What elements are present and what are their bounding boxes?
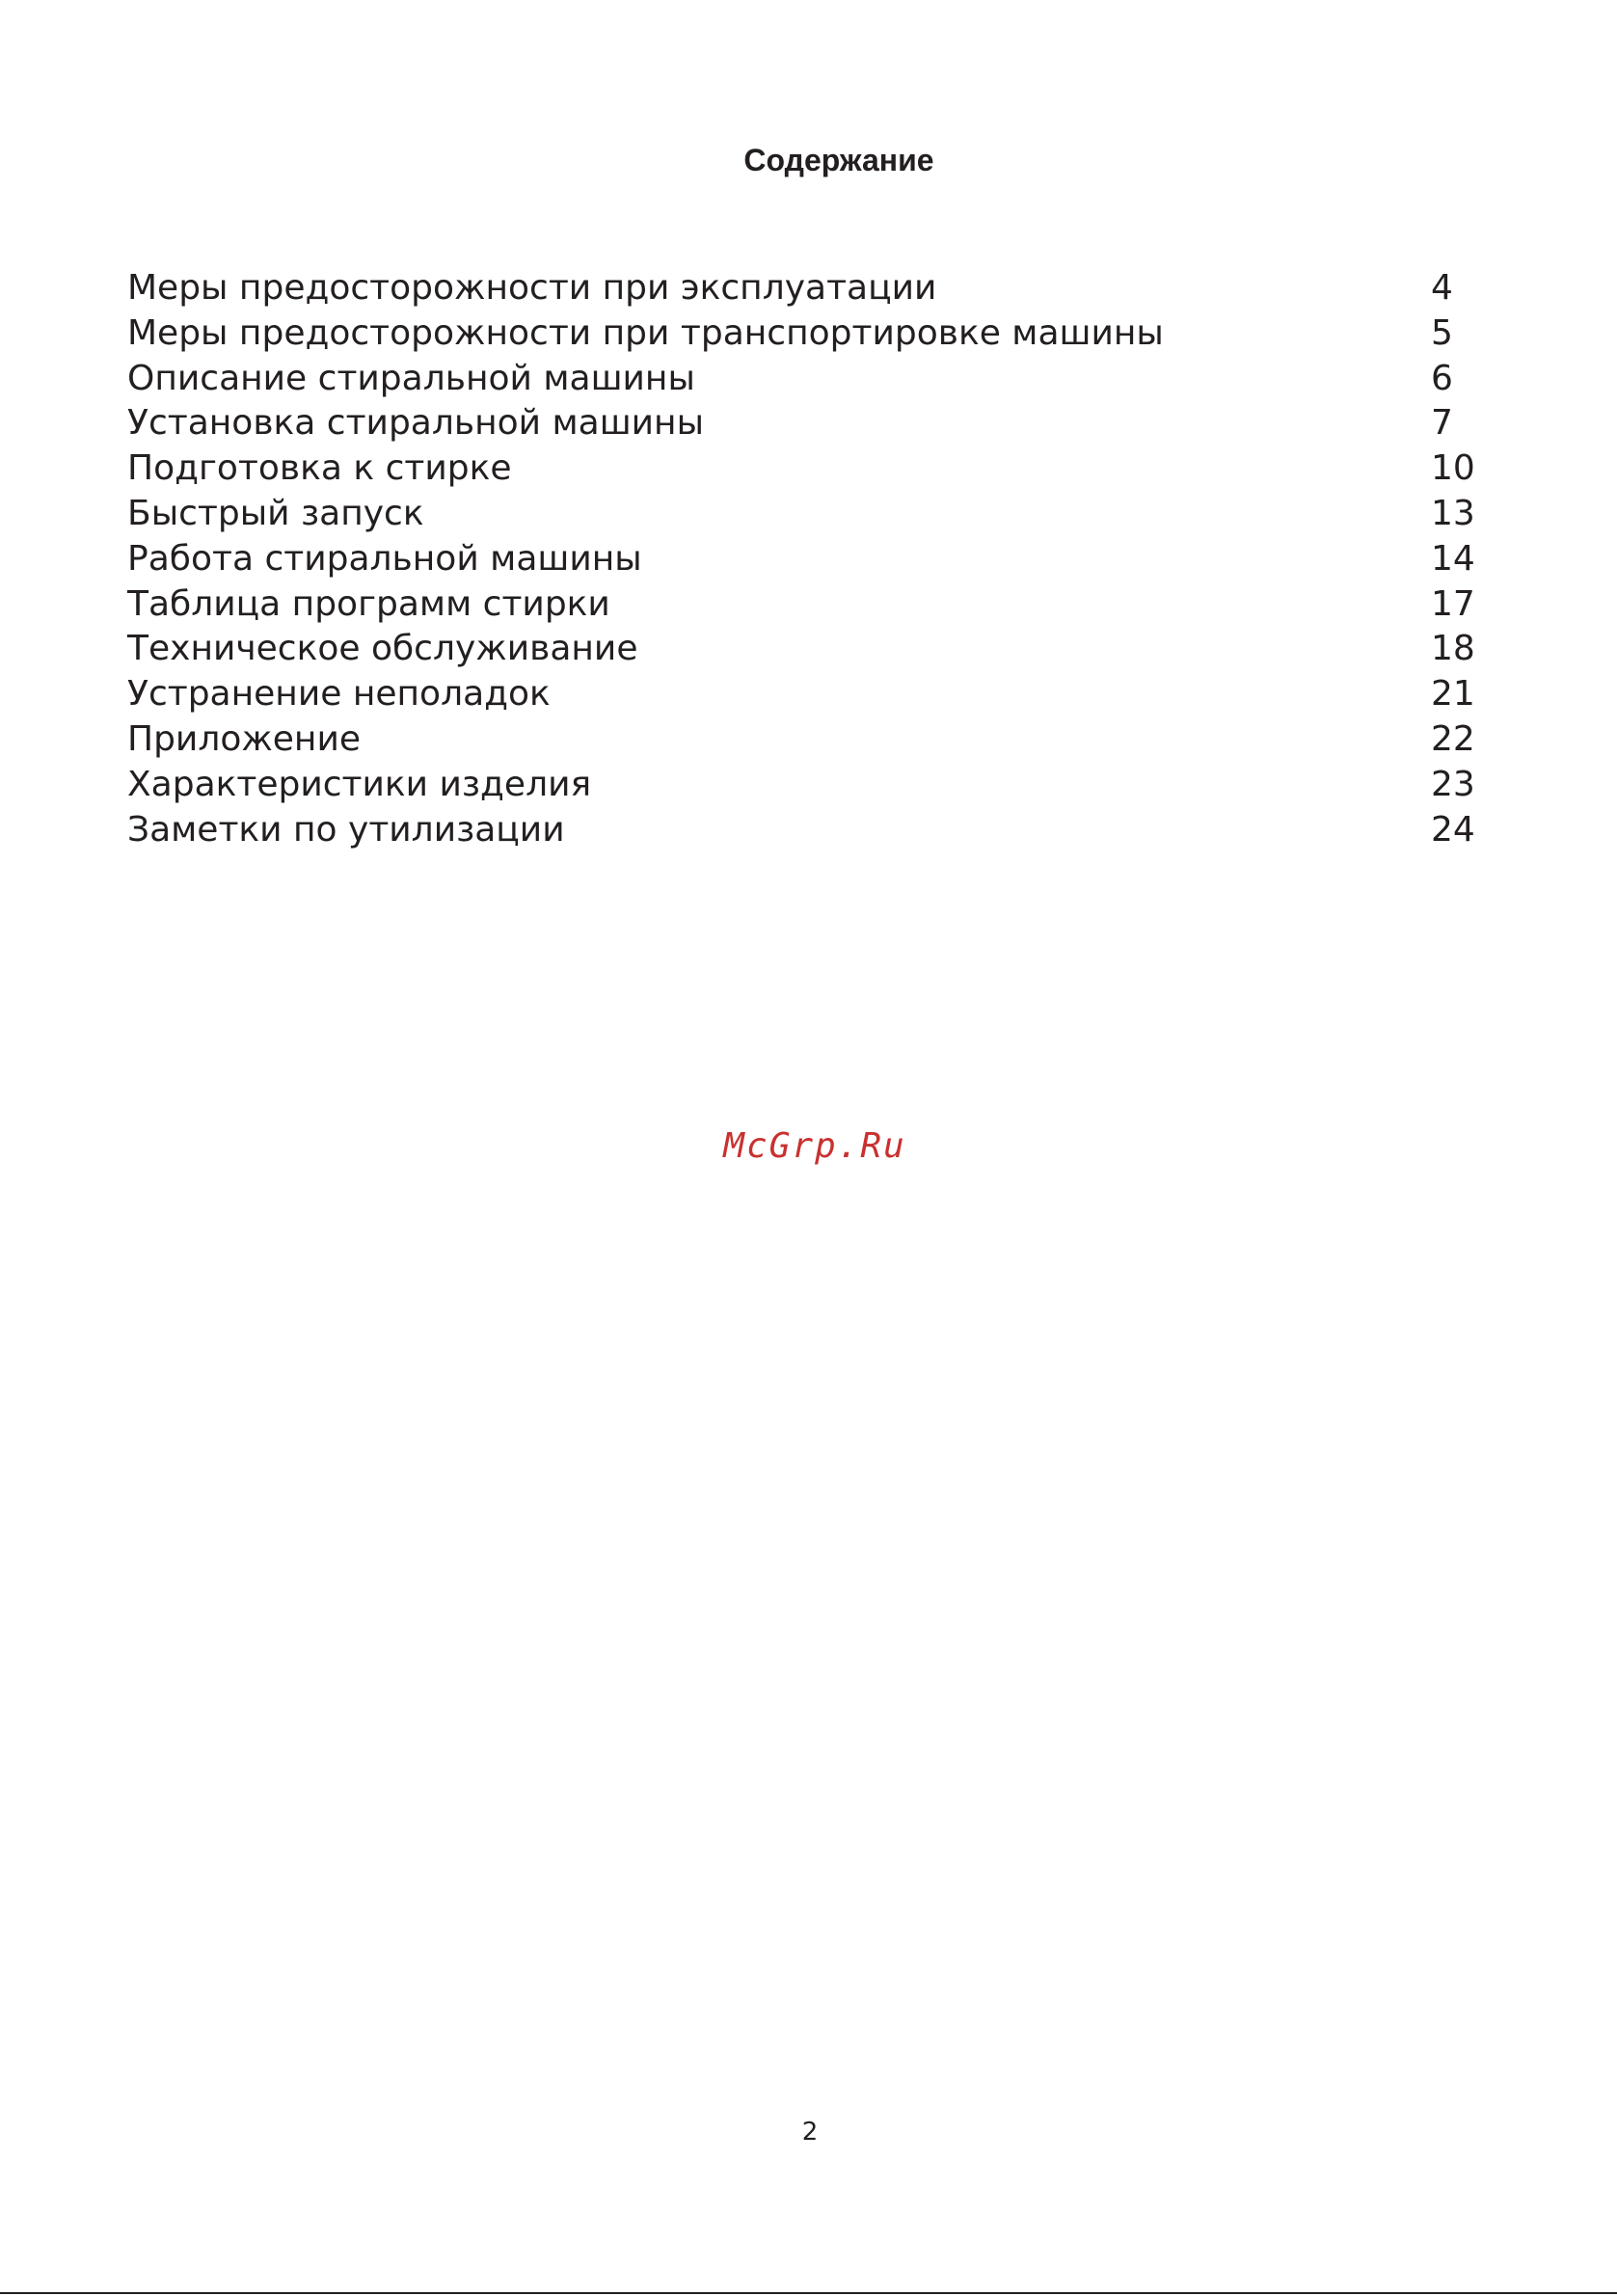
page-number: 2 <box>801 2118 819 2147</box>
toc-entry-page: 24 <box>1431 809 1475 850</box>
toc-entry-title: Характеристики изделия <box>127 764 592 804</box>
toc-entry <box>127 627 1477 672</box>
toc-entry <box>127 492 1477 537</box>
toc-entry <box>127 672 1477 717</box>
toc-entry <box>127 401 1477 446</box>
toc-entry <box>127 763 1477 808</box>
toc-entry-page: 18 <box>1431 629 1475 669</box>
toc-entry <box>127 717 1477 763</box>
page-title: Содержание <box>743 143 934 177</box>
watermark: McGrp.Ru <box>723 1126 906 1166</box>
toc-entry-page: 21 <box>1431 674 1475 715</box>
toc-entry-page: 5 <box>1431 312 1453 353</box>
table-of-contents <box>127 266 1477 852</box>
toc-entry-title: Таблица программ стирки <box>127 583 610 624</box>
toc-entry-page: 13 <box>1431 493 1475 533</box>
toc-entry <box>127 266 1477 311</box>
toc-entry-title: Установка стиральной машины <box>127 403 705 444</box>
bottom-divider <box>0 2292 1617 2294</box>
toc-entry-title: Работа стиральной машины <box>127 538 642 579</box>
toc-entry-title: Устранение неполадок <box>127 674 551 715</box>
toc-entry-page: 23 <box>1431 764 1475 804</box>
toc-entry-page: 22 <box>1431 718 1475 759</box>
toc-entry <box>127 582 1477 628</box>
toc-entry-title: Приложение <box>127 718 362 759</box>
toc-entry <box>127 808 1477 853</box>
toc-entry-title: Техническое обслуживание <box>127 629 638 669</box>
toc-entry-title: Заметки по утилизации <box>127 809 565 850</box>
toc-entry <box>127 311 1477 357</box>
toc-entry-title: Меры предосторожности при эксплуатации <box>127 268 937 308</box>
toc-entry <box>127 357 1477 402</box>
toc-entry-title: Описание стиральной машины <box>127 358 695 398</box>
toc-entry <box>127 446 1477 492</box>
toc-entry-page: 14 <box>1431 538 1475 579</box>
toc-entry-page: 10 <box>1431 448 1475 489</box>
toc-entry-page: 7 <box>1431 403 1453 444</box>
toc-entry <box>127 537 1477 582</box>
toc-entry-page: 6 <box>1431 358 1453 398</box>
toc-entry-page: 17 <box>1431 583 1475 624</box>
toc-entry-page: 4 <box>1431 268 1453 308</box>
toc-entry-title: Подготовка к стирке <box>127 448 512 489</box>
toc-entry-title: Меры предосторожности при транспортировке машины <box>127 312 1164 353</box>
toc-entry-title: Быстрый запуск <box>127 493 424 533</box>
